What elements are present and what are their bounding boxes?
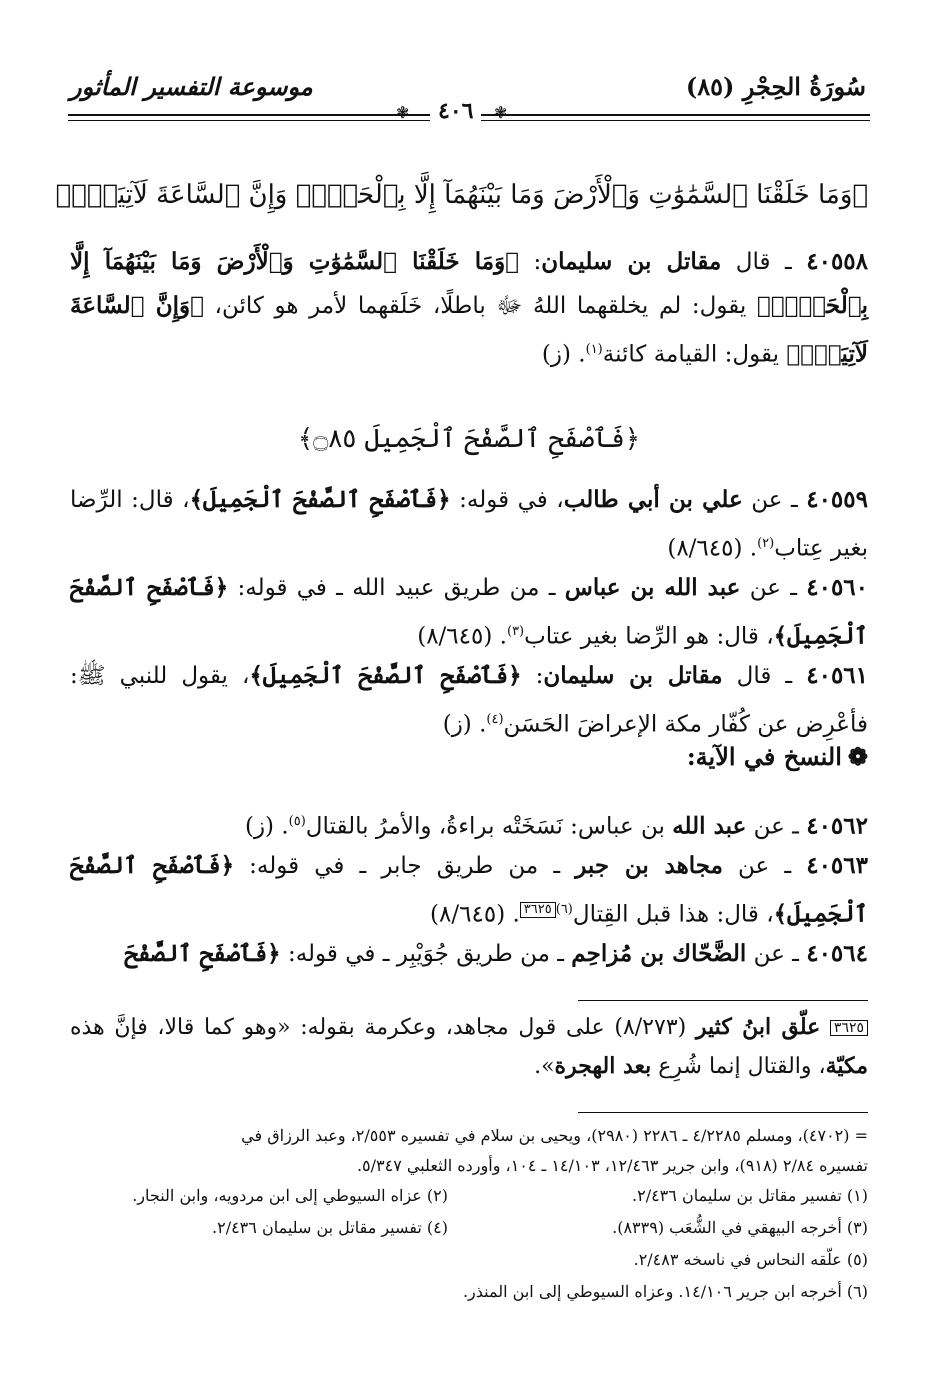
hadith-40564: [70, 932, 868, 976]
narrator: مقاتل بن سليمان: [541, 248, 722, 275]
commentary-bold: بعد الهجرة: [554, 1053, 652, 1079]
entry-text: ـ قال: [721, 249, 807, 275]
footnote-1: (١) تفسير مقاتل بن سليمان ٢/٤٣٦.: [632, 1186, 868, 1205]
footnote-continuation: = (٤٧٠٢)، ومسلم ٤/٢٢٨٥ ـ ٢٢٨٦ (٢٩٨٠)، ويحيى بن سلام في تفسيره ٢/٥٥٣، وعبد الرزاق في: [241, 1126, 868, 1145]
entry-text: ـ من طريق عبيد الله ـ في قوله:: [228, 575, 565, 601]
entry-number: ٤٠٥٦٢: [806, 812, 868, 840]
hadith-40563: [70, 844, 868, 937]
footnote-marker: (٢): [757, 536, 775, 551]
source-ref: . (ز): [442, 711, 487, 738]
surah-title: سُورَةُ الحِجْرِ (٨٥): [685, 72, 866, 101]
flower-icon: ❁: [847, 742, 868, 771]
quran-quote: ﴿فَٱصْفَحِ ٱلصَّفْحَ ٱلْجَمِيلَ﴾: [70, 852, 868, 928]
quran-quote: ﴿فَٱصْفَحِ ٱلصَّفْحَ ٱلْجَمِيلَ﴾: [70, 574, 868, 650]
entry-number: ٤٠٥٥٨: [806, 248, 869, 275]
verse-heading: ﴿فَٱصْفَحِ ٱلصَّفْحَ ٱلْجَمِيلَ ۝٨٥﴾: [297, 424, 641, 454]
footnote-marker: (١): [585, 342, 603, 357]
footnote-3: (٣) أخرجه البيهقي في الشُّعَب (٨٣٣٩).: [612, 1218, 868, 1237]
book-title: موسوعة التفسير المأثور: [70, 72, 313, 101]
entry-text: ـ من طريق جُوَيْبِر ـ في قوله:: [280, 941, 572, 967]
entry-number: ٤٠٥٦١: [806, 662, 869, 689]
source-ref: . (ز): [244, 813, 289, 840]
entry-text: ـ عن: [742, 487, 807, 513]
entry-text: يقول: القيامة كائنة: [602, 341, 787, 368]
entry-text: بن عباس: نَسَخَتْه براءةُ، والأمرُ بالقتال: [305, 813, 673, 840]
quran-quote: ﴿فَٱصْفَحِ ٱلصَّفْحَ ٱلْجَمِيلَ﴾: [249, 662, 522, 689]
entry-text: ـ عن: [722, 853, 807, 879]
entry-text: ـ عن: [746, 813, 807, 840]
entry-number: ٤٠٥٦٤: [806, 940, 868, 967]
footnote-marker: (٥): [288, 814, 306, 829]
footnote-marker: (٦): [555, 902, 573, 917]
source-ref: . (ز): [541, 341, 586, 368]
narrator: مقاتل بن سليمان: [543, 662, 723, 689]
entry-text: ، قال: هو الرِّضا بغير عتاب: [524, 623, 774, 650]
entry-text: ـ عن: [740, 575, 807, 601]
ornament-icon: ❃: [396, 103, 410, 122]
commentary-bold: مكيّة: [825, 1053, 868, 1079]
footnote-marker: (٤): [486, 712, 504, 727]
commentary-ref-box: ٣٦٢٥: [520, 902, 556, 918]
narrator: عبد الله بن عباس: [564, 574, 741, 601]
entry-text: :: [521, 663, 544, 689]
hadith-40560: [70, 566, 868, 659]
page-number: ٤٠٦: [430, 98, 481, 124]
narrator: علي بن أبي طالب: [563, 486, 743, 513]
footnote-5: (٥) علّقه النحاس في ناسخه ٢/٤٨٣.: [633, 1250, 868, 1269]
entry-number: ٤٠٥٥٩: [806, 486, 868, 513]
quran-quote: ﴿وَإِنَّ ٱلسَّاعَةَ لَآتِيَةٌۖ﴾: [70, 292, 868, 368]
hadith-40558: [70, 240, 868, 377]
quran-quote: ﴿فَٱصْفَحِ ٱلصَّفْحَ ٱلْجَمِيلَ﴾: [189, 486, 451, 513]
footnote-separator: [578, 1112, 868, 1113]
commentary-text: (٨/٢٧٣) على قول مجاهد، وعكرمة بقوله: «وهو كما قالا، فإنَّ هذه: [70, 1015, 696, 1040]
entry-text: يقول: لم يخلقهما اللهُ ﷻ باطلًا، خَلَقهما لأمر هو كائن،: [203, 293, 757, 319]
narrator: عبد الله: [672, 812, 747, 840]
commentary-bold: علّق ابنُ كثير: [695, 1014, 821, 1040]
entry-text: ، قال: هذا قبل القِتال: [572, 901, 774, 928]
source-ref: . (٨/٦٤٥): [430, 901, 520, 928]
hadith-40559: [70, 478, 868, 571]
section-heading: [687, 742, 868, 771]
footnote-continuation: تفسيره ٢/٨٤ (٩١٨)، وابن جرير ١٢/٤٦٣، ١٤/١٠٣ ـ ١٠٤، وأورده الثعلبي ٥/٣٤٧.: [356, 1156, 868, 1175]
entry-text: ، في قوله:: [450, 487, 564, 513]
entry-number: ٤٠٥٦٠: [806, 574, 869, 601]
entry-text: :: [518, 249, 542, 275]
commentary-separator: [578, 1000, 868, 1001]
footnote-marker: (٣): [506, 624, 525, 639]
entry-text: ، قال: الرِّضا بغير عِتاب: [70, 487, 868, 562]
entry-number: ٤٠٥٦٣: [806, 852, 868, 879]
narrator: الضَّحّاك بن مُزاحِم: [571, 940, 747, 967]
footnote-6: (٦) أخرجه ابن جرير ١٤/١٠٦. وعزاه السيوطي إلى ابن المنذر.: [462, 1282, 868, 1301]
verse-heading: ﴿وَمَا خَلَقْنَا ٱلسَّمَٰوَٰتِ وَٱلْأَرْضَ وَمَا بَيْنَهُمَآ إِلَّا بِٱلْحَقِّۗ وَإِنَّ ٱلسَّاعَةَ لَآتِيَةٌۖ﴾: [55, 180, 868, 210]
hadith-40562: [70, 800, 868, 849]
entry-text: ـ من طريق جابر ـ في قوله:: [234, 853, 576, 879]
entry-text: ـ عن: [746, 941, 807, 967]
commentary-text: ».: [534, 1054, 555, 1079]
footnote-2: (٢) عزاه السيوطي إلى ابن مردويه، وابن النجار.: [132, 1186, 448, 1205]
section-heading-text: النسخ في الآية:: [686, 742, 842, 771]
entry-text: ـ قال: [722, 663, 807, 689]
quran-quote: ﴿وَمَا خَلَقْنَا ٱلسَّمَٰوَٰتِ وَٱلْأَرْضَ وَمَا بَيْنَهُمَآ إِلَّا بِٱلْحَقِّۗ﴾: [70, 248, 868, 319]
quran-quote: ﴿فَٱصْفَحِ ٱلصَّفْحَ: [124, 940, 281, 967]
footnote-4: (٤) تفسير مقاتل بن سليمان ٢/٤٣٦.: [212, 1218, 448, 1237]
source-ref: . (٨/٦٤٥): [667, 535, 758, 562]
commentary-note: [70, 1008, 868, 1086]
narrator: مجاهد بن جبر: [575, 852, 723, 879]
commentary-text: ، والقتال إنما شُرِع: [651, 1054, 826, 1079]
source-ref: . (٨/٦٤٥): [417, 623, 507, 650]
commentary-ref-box: ٣٦٢٥: [830, 1020, 868, 1036]
ornament-icon: ❃: [494, 103, 508, 122]
entry-text: ، يقول للنبي ﷺ: فأعْرِض عن كُفّار مكة الإعراضَ الحَسَن: [70, 663, 868, 738]
hadith-40561: [70, 654, 868, 747]
